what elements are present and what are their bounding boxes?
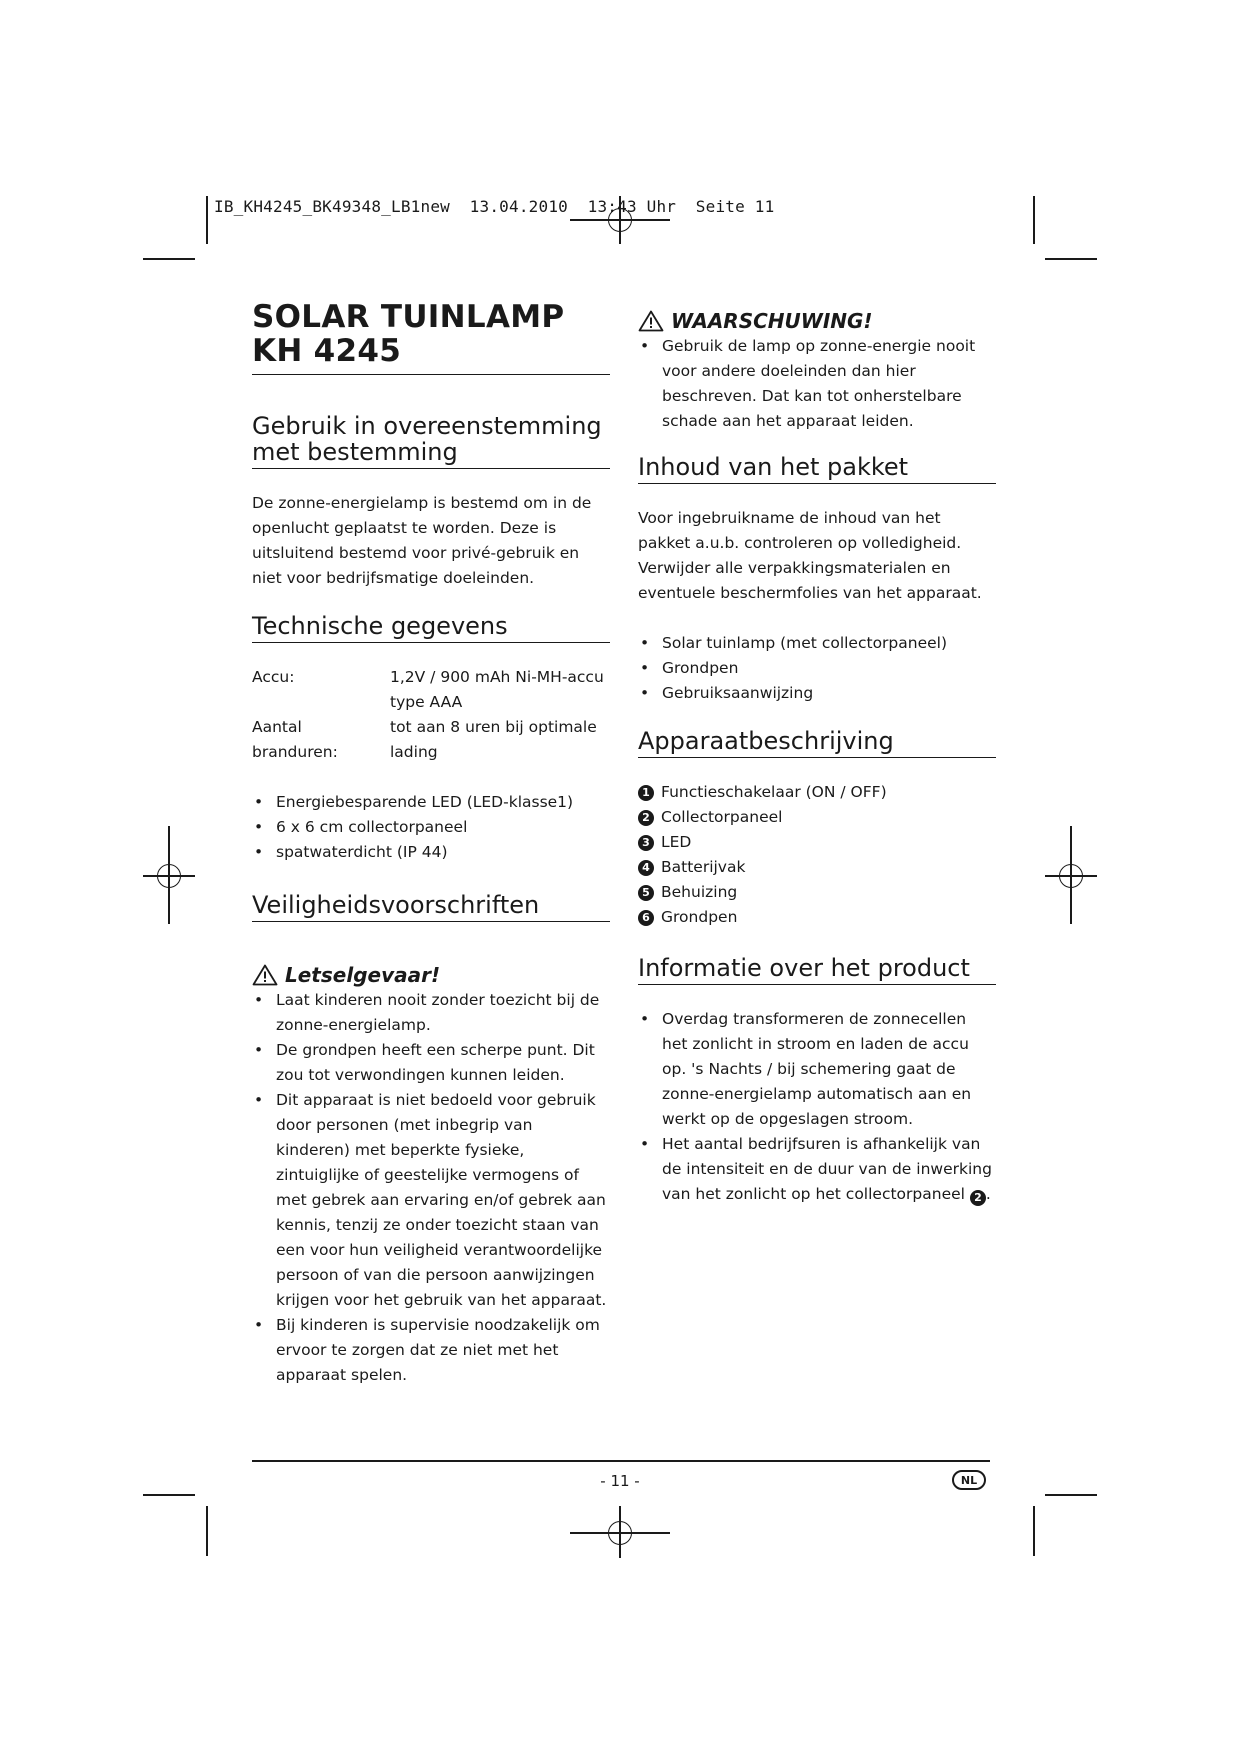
safety-list <box>252 988 610 1388</box>
package-item: • Grondpen <box>638 656 996 681</box>
spec-value: 1,2V / 900 mAh Ni-MH-accu type AAA <box>390 668 604 711</box>
spec-list <box>252 665 610 765</box>
spec-value: tot aan 8 uren bij optimale lading <box>390 718 597 761</box>
warning-label: WAARSCHUWING! <box>671 309 873 333</box>
part-number-badge: 2 <box>638 810 654 826</box>
warning-list <box>638 334 996 434</box>
technical-heading: Technische gegevens <box>252 613 610 643</box>
safety-item: • De grondpen heeft een scherpe punt. Dit zou tot verwondingen kunnen leiden. <box>252 1038 610 1088</box>
package-item: • Gebruiksaanwijzing <box>638 681 996 706</box>
part-label: Grondpen <box>661 908 738 926</box>
intended-use-heading <box>252 413 610 469</box>
part-item <box>638 830 996 855</box>
part-label: Batterijvak <box>661 858 746 876</box>
description-heading: Apparaatbeschrijving <box>638 728 996 758</box>
part-number-badge: 1 <box>638 785 654 801</box>
safety-item: • Dit apparaat is niet bedoeld voor gebruik door personen (met inbegrip van kinderen) met beperkte fysieke, zintuiglijke of geestelijke vermogens of met gebrek aan ervaring en/of gebrek aan kennis, tenzij ze onder toezicht staan van een voor hun veiligheid verantwoordelijke persoon of van die persoon aanwijzingen krijgen voor het gebruik van het apparaat. <box>252 1088 610 1313</box>
title-line-1: SOLAR TUINLAMP <box>252 299 565 335</box>
part-number-badge: 4 <box>638 860 654 876</box>
feature-item: • spatwaterdicht (IP 44) <box>252 840 610 865</box>
safety-item: • Bij kinderen is supervisie noodzakelijk om ervoor te zorgen dat ze niet met het apparaat spelen. <box>252 1313 610 1388</box>
part-item <box>638 905 996 930</box>
package-list <box>638 631 996 706</box>
part-label: LED <box>661 833 692 851</box>
injury-warning-heading <box>252 962 610 988</box>
page-title <box>252 300 610 375</box>
intended-use-text: De zonne-energielamp is bestemd om in de openlucht geplaatst te worden. Deze is uitsluitend bestemd voor privé-gebruik en niet voor bedrijfsmatige doeleinden. <box>252 494 592 587</box>
spec-key: Aantal branduren: <box>252 718 338 761</box>
feature-list <box>252 790 610 865</box>
spec-key: Accu: <box>252 668 295 686</box>
intended-use-heading-line-2: met bestemming <box>252 438 458 466</box>
spec-row <box>252 665 610 715</box>
part-item <box>638 780 996 805</box>
print-header: IB_KH4245_BK49348_LB1new 13.04.2010 13:43 Uhr Seite 11 <box>214 197 775 216</box>
product-info-heading: Informatie over het product <box>638 955 996 985</box>
part-item <box>638 805 996 830</box>
part-number-badge: 5 <box>638 885 654 901</box>
warning-heading <box>638 308 996 334</box>
warning-item: • Gebruik de lamp op zonne-energie nooit voor andere doeleinden dan hier beschreven. Dat kan tot onherstelbare schade aan het apparaat leiden. <box>638 334 996 434</box>
intended-use-heading-line-1: Gebruik in overeenstemming <box>252 412 602 440</box>
title-line-2: KH 4245 <box>252 333 402 369</box>
safety-heading: Veiligheidsvoorschriften <box>252 892 610 922</box>
safety-item: • Laat kinderen nooit zonder toezicht bij de zonne-energielamp. <box>252 988 610 1038</box>
feature-item: • Energiebesparende LED (LED-klasse1) <box>252 790 610 815</box>
part-number-badge: 3 <box>638 835 654 851</box>
product-info-item <box>638 1132 996 1207</box>
part-item <box>638 855 996 880</box>
package-item: • Solar tuinlamp (met collectorpaneel) <box>638 631 996 656</box>
injury-warning-label: Letselgevaar! <box>285 963 441 987</box>
product-info-list <box>638 1007 996 1207</box>
product-info-end: . <box>985 1185 991 1203</box>
part-number-badge: 6 <box>638 910 654 926</box>
product-info-text: Het aantal bedrijfsuren is afhankelijk van de intensiteit en de duur van de inwerking van het zonlicht op het collectorpaneel <box>662 1135 992 1203</box>
product-info-item: • Overdag transformeren de zonnecellen het zonlicht in stroom en laden de accu op. 's Nachts / bij schemering gaat de zonne-energielamp automatisch aan en werkt op de opgeslagen stroom. <box>638 1007 996 1132</box>
part-reference-badge: 2 <box>970 1190 986 1206</box>
part-label: Behuizing <box>661 883 738 901</box>
footer-divider <box>252 1460 990 1462</box>
warning-triangle-icon <box>638 310 664 332</box>
part-item <box>638 880 996 905</box>
language-badge: NL <box>952 1470 986 1490</box>
page-number: - 11 - <box>600 1472 640 1490</box>
part-list <box>638 780 996 930</box>
warning-triangle-icon <box>252 964 278 986</box>
package-text: Voor ingebruikname de inhoud van het pakket a.u.b. controleren op volledigheid. Verwijder alle verpakkingsmaterialen en eventuele beschermfolies van het apparaat. <box>638 509 982 602</box>
part-label: Collectorpaneel <box>661 808 783 826</box>
part-label: Functieschakelaar (ON / OFF) <box>661 783 887 801</box>
left-column <box>252 300 610 1388</box>
right-column <box>638 300 996 1207</box>
package-heading: Inhoud van het pakket <box>638 454 996 484</box>
feature-item: • 6 x 6 cm collectorpaneel <box>252 815 610 840</box>
spec-row <box>252 715 610 765</box>
